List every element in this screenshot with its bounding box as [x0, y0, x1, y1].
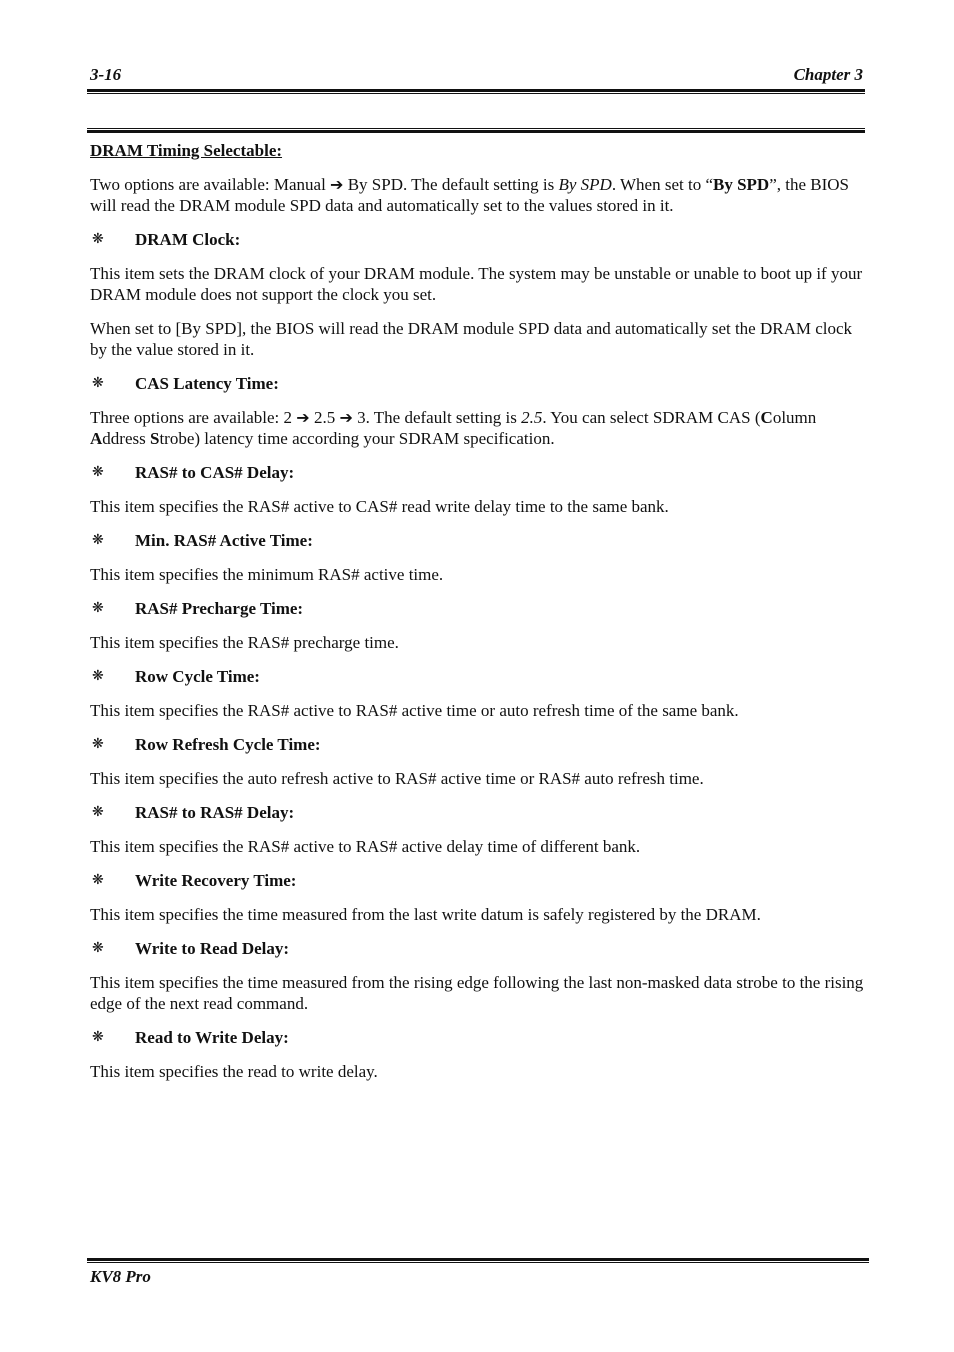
- bullet-icon: ❋: [92, 737, 104, 752]
- item-title: Row Cycle Time:: [135, 667, 260, 686]
- item-desc: This item specifies the RAS# active to RAS# active delay time of different bank.: [90, 837, 641, 856]
- item-heading-row-cycle: [90, 666, 865, 687]
- section-rule-thin: [87, 128, 865, 129]
- desc-text: olumn: [772, 408, 817, 427]
- chapter-label: Chapter 3: [793, 65, 863, 84]
- bullet-icon: ❋: [92, 1030, 104, 1045]
- item-desc: This item specifies the time measured from the last write datum is safely registered by the DRAM.: [90, 905, 761, 924]
- arrow-right-icon: ➔: [339, 408, 353, 427]
- section-rule-thick: [87, 130, 865, 133]
- bullet-icon: ❋: [92, 601, 104, 616]
- desc-text: 2.5: [309, 408, 340, 427]
- item-heading-write-recovery: [90, 870, 865, 891]
- intro-text: . When set to “: [611, 175, 713, 194]
- item-desc: This item specifies the RAS# precharge time.: [90, 633, 399, 652]
- item-desc: [90, 407, 865, 449]
- footer-rule-thin: [87, 1262, 869, 1263]
- section-intro: [90, 174, 865, 216]
- item-desc: When set to [By SPD], the BIOS will read the DRAM module SPD data and automatically set the DRAM clock by the value stored in it.: [90, 319, 853, 359]
- item-heading-row-refresh: [90, 734, 865, 755]
- item-desc: This item specifies the auto refresh active to RAS# active time or RAS# auto refresh time.: [90, 769, 704, 788]
- item-heading-dram-clock: [90, 229, 865, 250]
- bullet-icon: ❋: [92, 941, 104, 956]
- arrow-right-icon: ➔: [296, 408, 310, 427]
- bullet-icon: ❋: [92, 805, 104, 820]
- item-heading-read-to-write: [90, 1027, 865, 1048]
- desc-text: 3. The default setting is: [352, 408, 522, 427]
- page-number: 3-16: [90, 65, 122, 84]
- item-title: DRAM Clock:: [135, 230, 241, 249]
- item-title: RAS# to CAS# Delay:: [135, 463, 295, 482]
- item-desc: This item specifies the read to write delay.: [90, 1062, 378, 1081]
- item-title: Row Refresh Cycle Time:: [135, 735, 321, 754]
- desc-text: . You can select SDRAM CAS (: [542, 408, 761, 427]
- bullet-icon: ❋: [92, 533, 104, 548]
- item-heading-ras-to-ras: [90, 802, 865, 823]
- item-title: Write to Read Delay:: [135, 939, 290, 958]
- item-title: Min. RAS# Active Time:: [135, 531, 313, 550]
- default-value: By SPD: [558, 175, 612, 194]
- item-desc: This item specifies the RAS# active to CAS# read write delay time to the same bank.: [90, 497, 669, 516]
- desc-text: ddress: [102, 429, 150, 448]
- item-title: CAS Latency Time:: [135, 374, 279, 393]
- bullet-icon: ❋: [92, 376, 104, 391]
- bold-letter: A: [90, 429, 103, 448]
- header-rule-thick: [87, 89, 865, 92]
- default-value: 2.5: [521, 408, 543, 427]
- arrow-right-icon: ➔: [330, 175, 344, 194]
- item-heading-write-to-read: [90, 938, 865, 959]
- intro-text: Two options are available: Manual: [90, 175, 331, 194]
- footer-rule-thick: [87, 1258, 869, 1261]
- bullet-icon: ❋: [92, 232, 104, 247]
- item-desc: This item specifies the time measured from the rising edge following the last non-masked data strobe to the rising edge of the next read command.: [90, 973, 864, 1013]
- intro-text: ”, the BIOS will read the DRAM module SPD data and automatically set to the values stored in it.: [90, 175, 850, 215]
- item-title: RAS# Precharge Time:: [135, 599, 304, 618]
- item-heading-min-ras-active: [90, 530, 865, 551]
- desc-text: trobe) latency time according your SDRAM specification.: [159, 429, 555, 448]
- bold-value: By SPD: [713, 175, 770, 194]
- bold-letter: S: [149, 429, 160, 448]
- bullet-icon: ❋: [92, 873, 104, 888]
- item-title: Read to Write Delay:: [135, 1028, 289, 1047]
- page-content: [90, 140, 865, 1095]
- section-title: DRAM Timing Selectable:: [90, 141, 283, 160]
- item-heading-ras-precharge: [90, 598, 865, 619]
- item-desc: This item specifies the RAS# active to RAS# active time or auto refresh time of the same bank.: [90, 701, 739, 720]
- bold-letter: C: [760, 408, 773, 427]
- item-title: RAS# to RAS# Delay:: [135, 803, 295, 822]
- item-title: Write Recovery Time:: [135, 871, 297, 890]
- footer-product: KV8 Pro: [90, 1267, 151, 1286]
- bullet-icon: ❋: [92, 465, 104, 480]
- item-heading-ras-to-cas: [90, 462, 865, 483]
- desc-text: Three options are available: 2: [90, 408, 297, 427]
- bullet-icon: ❋: [92, 669, 104, 684]
- intro-text: By SPD. The default setting is: [343, 175, 559, 194]
- item-heading-cas-latency: [90, 373, 865, 394]
- item-desc: This item sets the DRAM clock of your DRAM module. The system may be unstable or unable to boot up if your DRAM module does not support the clock you set.: [90, 264, 863, 304]
- item-desc: This item specifies the minimum RAS# active time.: [90, 565, 444, 584]
- header-rule-thin: [87, 93, 865, 94]
